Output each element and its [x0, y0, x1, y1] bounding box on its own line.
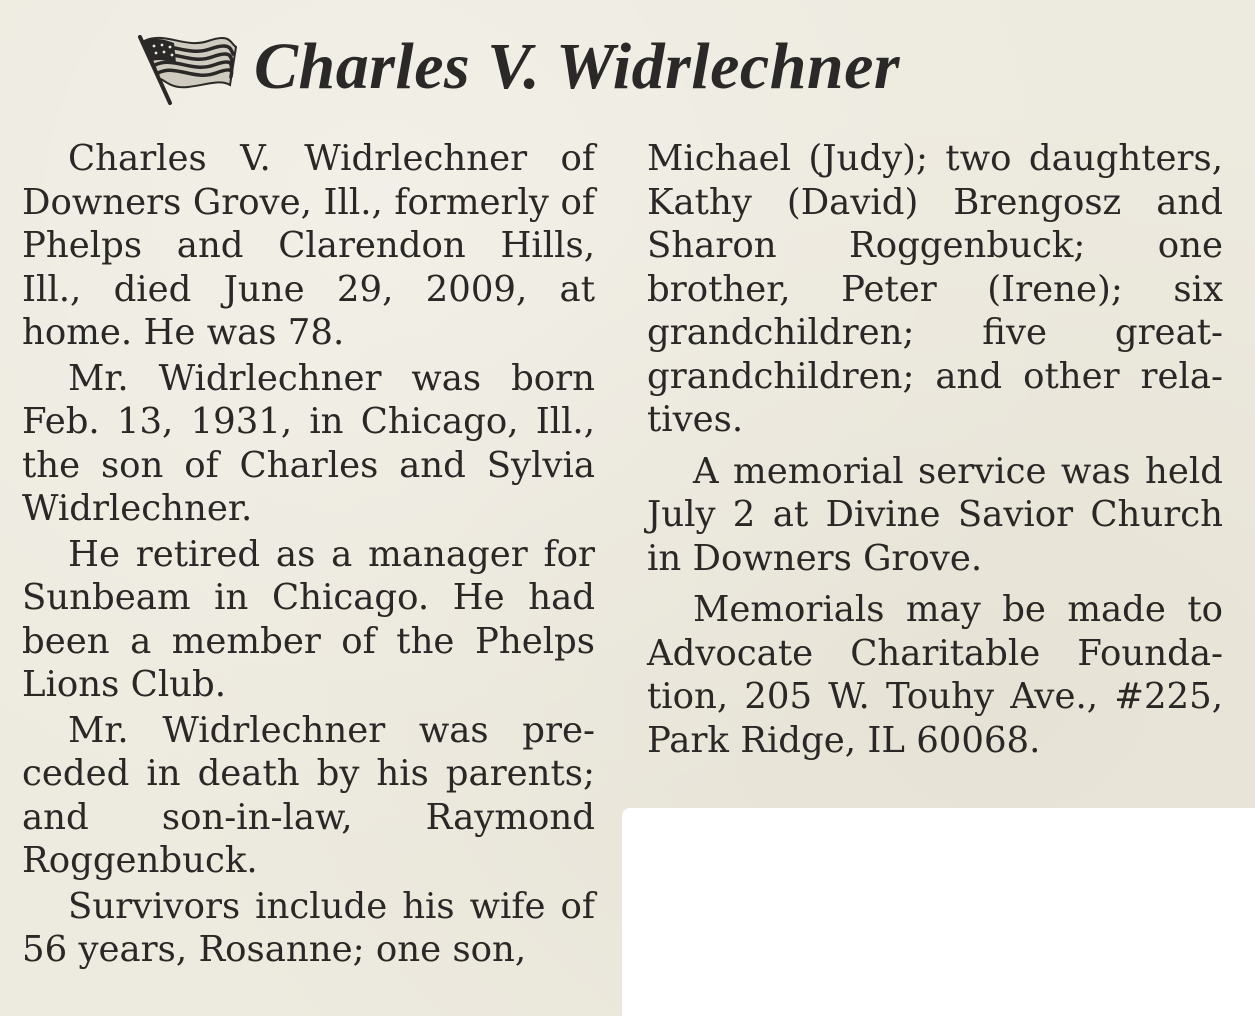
paragraph-survivors: Survivors include his wife of 56 years, Rosanne; one son,	[22, 885, 595, 970]
paragraph-memorial-service: A memorial service was held July 2 at Divine Savior Church in Downers Grove.	[647, 450, 1223, 579]
paragraph-career: He retired as a manager for Sunbeam in Chicago. He had been a member of the Phelps Lions Club.	[22, 533, 595, 705]
right-text-column	[647, 137, 1223, 762]
left-text-column	[22, 137, 595, 972]
paragraph-preceded-in-death: Mr. Widrlechner was preceded in death by his parents; and son-in-law, Raymond Roggenbuck.	[22, 709, 595, 881]
paragraph-death-notice: Charles V. Widrlechner of Downers Grove, Ill., formerly of Phelps and Clarendon Hills, Ill., died June 29, 2009, at home. He was 78.	[22, 138, 595, 353]
obituary-header	[130, 22, 900, 112]
paragraph-birth: Mr. Widrlechner was born Feb. 13, 1931, in Chicago, Ill., the son of Charles and Sylvia Widrlechner.	[22, 357, 595, 529]
paragraph-survivors-continued: Michael (Judy); two daughters, Kathy (David) Brengosz and Sharon Roggenbuck; one brother, Peter (Irene); six grandchildren; five great-grandchildren; and other relatives.	[647, 138, 1223, 440]
american-flag-icon	[130, 27, 240, 107]
obituary-headline: Charles V. Widrlechner	[254, 30, 901, 103]
paragraph-memorials: Memorials may be made to Advocate Charitable Foundation, 205 W. Touhy Ave., #225, Park Ridge, IL 60068.	[647, 589, 1223, 761]
blank-redacted-area	[622, 808, 1255, 1016]
